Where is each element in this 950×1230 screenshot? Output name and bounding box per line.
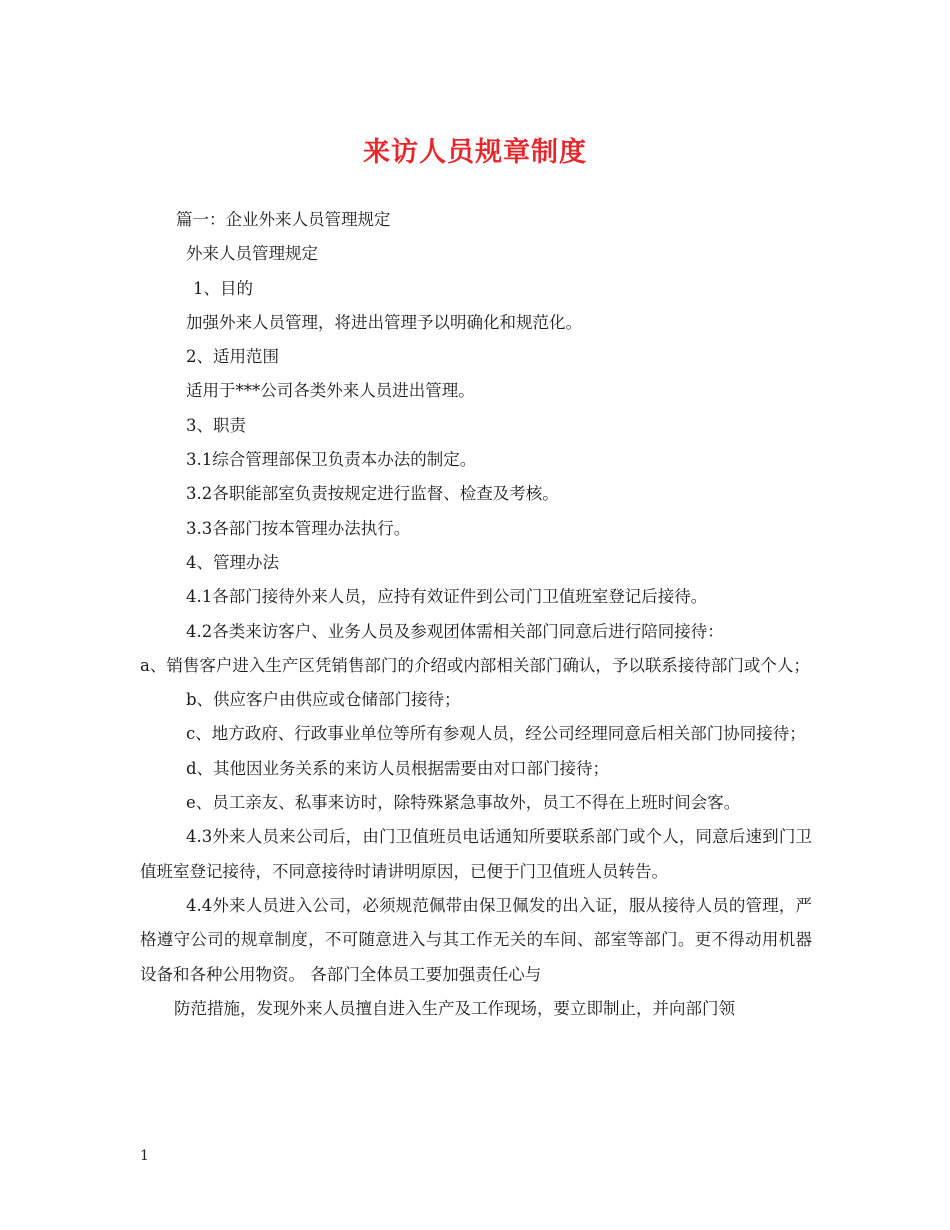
paragraph-heading-purpose: 1、目的	[193, 278, 253, 298]
paragraph-section-heading: 篇一：企业外来人员管理规定	[176, 210, 391, 229]
paragraph-rule-c: c、地方政府、行政事业单位等所有参观人员，经公司经理同意后相关部门协同接待；	[186, 724, 806, 744]
paragraph-duty-3-3: 3.3各部门按本管理办法执行。	[186, 518, 411, 538]
paragraph-rule-4-2: 4.2各类来访客户、业务人员及参观团体需相关部门同意后进行陪同接待：	[186, 621, 724, 641]
page-number: 1	[140, 1148, 149, 1164]
document-title: 来访人员规章制度	[363, 137, 587, 168]
paragraph-rule-b: b、供应客户由供应或仓储部门接待；	[186, 690, 461, 710]
paragraph-precautions: 防范措施，发现外来人员擅自进入生产及工作现场，要立即制止，并向部门领	[174, 998, 735, 1018]
paragraph-subtitle: 外来人员管理规定	[186, 244, 318, 264]
paragraph-rule-4-3: 4.3外来人员来公司后，由门卫值班员电话通知所要联系部门或个人，同意后速到门卫值班室登记接待，不同意接待时请讲明原因，已便于门卫值班人员转告。	[140, 827, 812, 881]
paragraph-purpose: 加强外来人员管理，将进出管理予以明确化和规范化。	[186, 312, 582, 332]
paragraph-scope: 适用于***公司各类外来人员进出管理。	[186, 381, 475, 401]
paragraph-rule-a: a、销售客户进入生产区凭销售部门的介绍或内部相关部门确认，予以联系接待部门或个人；	[140, 655, 810, 675]
paragraph-heading-management: 4、管理办法	[186, 552, 279, 572]
paragraph-rule-4-1: 4.1各部门接待外来人员，应持有效证件到公司门卫值班室登记后接待。	[186, 587, 708, 607]
paragraph-heading-duties: 3、职责	[186, 415, 246, 435]
paragraph-duty-3-2: 3.2各职能部室负责按规定进行监督、检查及考核。	[186, 484, 559, 504]
paragraph-rule-4-4: 4.4外来人员进入公司，必须规范佩带由保卫佩发的出入证，服从接待人员的管理，严格遵守公司的规章制度，不可随意进入与其工作无关的车间、部室等部门。更不得动用机器设备和各种公用物资。 各部门全体员工要加强责任心与	[140, 895, 812, 984]
paragraph-heading-scope: 2、适用范围	[186, 347, 279, 367]
document-body	[140, 203, 812, 1026]
paragraph-rule-e: e、员工亲友、私事来访时，除特殊紧急事故外，员工不得在上班时间会客。	[186, 793, 741, 813]
paragraph-duty-3-1: 3.1综合管理部保卫负责本办法的制定。	[186, 450, 477, 470]
paragraph-rule-d: d、其他因业务关系的来访人员根据需要由对口部门接待；	[186, 758, 610, 778]
